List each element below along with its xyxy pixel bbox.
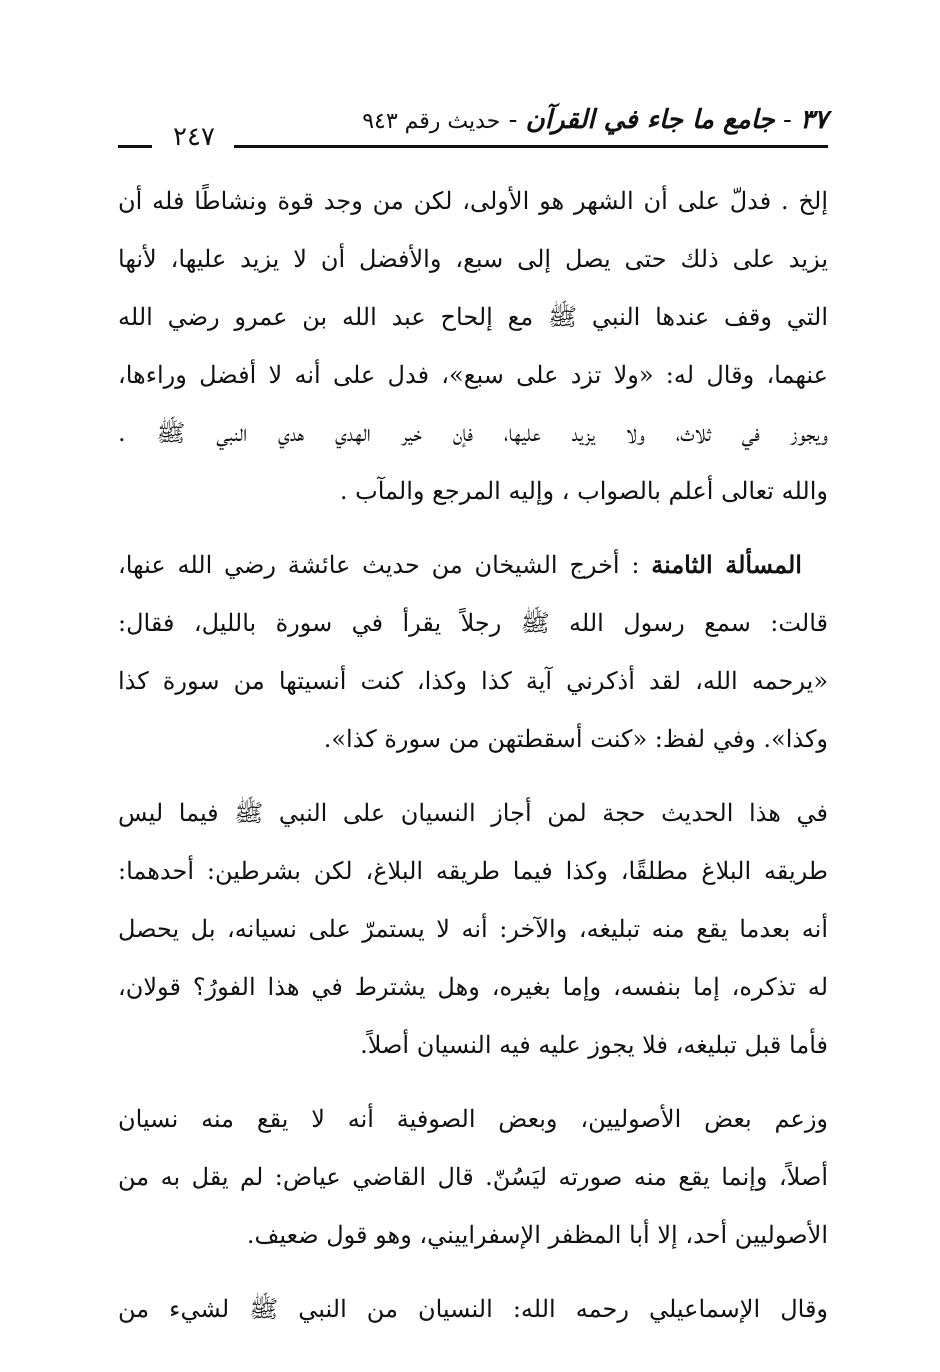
- text-line: في هذا الحديث حجة لمن أجاز النسيان على النبي ﷺ فيما ليس: [118, 799, 828, 827]
- issue-heading: المسألة الثامنة: [651, 550, 802, 579]
- body-text: [118, 172, 828, 1338]
- text-line: التي وقف عندها النبي ﷺ مع إلحاح عبد الله بن عمرو رضي الله: [118, 303, 828, 331]
- text-line-rest: : أخرج الشيخان من حديث عائشة رضي الله عنها،: [118, 551, 640, 579]
- text-line: أصلاً، وإنما يقع منه صورته ليَسُنّ. قال القاضي عياض: لم يقل به من: [118, 1163, 828, 1191]
- text-line: وزعم بعض الأصوليين، وبعض الصوفية أنه لا يقع منه نسيان: [118, 1105, 828, 1133]
- text-line: له تذكره، إما بنفسه، وإما بغيره، وهل يشترط في هذا الفورُ؟ قولان،: [118, 973, 828, 1001]
- text-line: «يرحمه الله، لقد أذكرني آية كذا وكذا، كنت أنسيتها من سورة كذا: [118, 667, 828, 695]
- header-title: [362, 104, 828, 138]
- text-line: أنه بعدما يقع منه تبليغه، والآخر: أنه لا يستمرّ على نسيانه، بل يحصل: [118, 915, 828, 943]
- text-line: طريقه البلاغ مطلقًا، وكذا فيما طريقه البلاغ، لكن بشرطين: أحدهما:: [118, 857, 828, 885]
- paragraph-5: [118, 1280, 828, 1338]
- chapter-number: ٣٧: [800, 105, 828, 135]
- text-line: ويجوز في ثلاث، ولا يزيد عليها، فإن خير الهدي هدي النبي ﷺ .: [118, 419, 828, 447]
- page-number: ٢٤٧: [173, 122, 215, 152]
- title-separator: -: [508, 105, 518, 135]
- chapter-separator: -: [783, 105, 792, 135]
- paragraph-3: [118, 784, 828, 1074]
- text-line: يزيد على ذلك حتى يصل إلى سبع، والأفضل أن لا يزيد عليها، لأنها: [118, 245, 828, 273]
- paragraph-2: [118, 536, 828, 768]
- text-line: قالت: سمع رسول الله ﷺ رجلاً يقرأ في سورة بالليل، فقال:: [118, 609, 828, 637]
- text-line: والله تعالى أعلم بالصواب ، وإليه المرجع والمآب .: [339, 477, 828, 505]
- paragraph-4: [118, 1090, 828, 1264]
- text-line: عنهما، وقال له: «ولا تزد على سبع»، فدل على أنه لا أفضل وراءها،: [118, 361, 828, 389]
- paragraph-1: [118, 172, 828, 520]
- running-header: [118, 98, 828, 154]
- hadith-reference: حديث رقم ٩٤٣: [362, 109, 501, 134]
- text-line: وكذا». وفي لفظ: «كنت أسقطتهن من سورة كذا».: [323, 725, 828, 753]
- book-title: جامع ما جاء في القرآن: [525, 105, 775, 135]
- text-line: فأما قبل تبليغه، فلا يجوز عليه فيه النسيان أصلاً.: [360, 1031, 828, 1059]
- header-rule: [234, 145, 828, 148]
- text-line: إلخ . فدلّ على أن الشهر هو الأولى، لكن من وجد قوة ونشاطًا فله أن: [118, 187, 828, 215]
- text-line: [118, 536, 828, 594]
- text-line: الأصوليين أحد، إلا أبا المظفر الإسفراييني، وهو قول ضعيف.: [246, 1221, 828, 1249]
- header-rule-short: [118, 145, 152, 148]
- text-line: وقال الإسماعيلي رحمه الله: النسيان من النبي ﷺ لشيء من: [118, 1295, 828, 1323]
